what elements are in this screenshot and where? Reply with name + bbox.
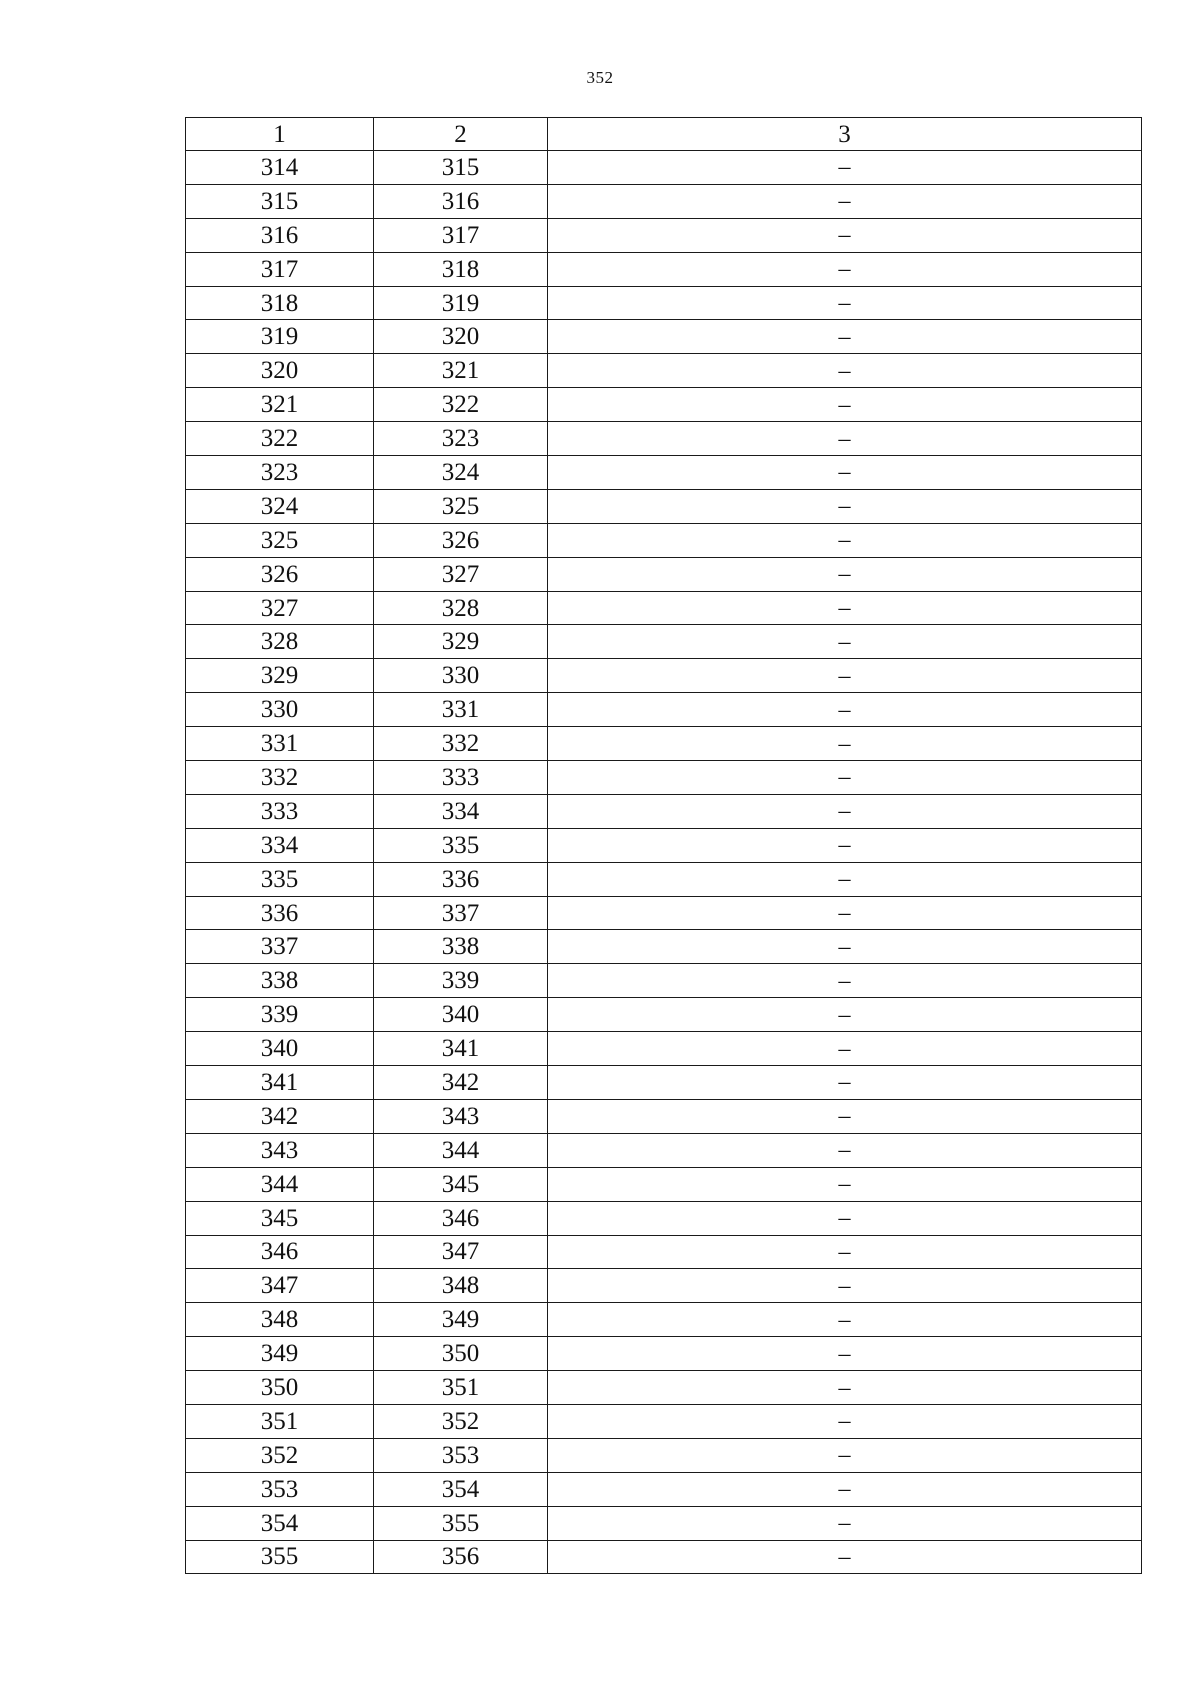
table-cell-col-1: 345 (186, 1201, 374, 1235)
table-cell-col-3: – (548, 557, 1142, 591)
table-cell-col-3: – (548, 727, 1142, 761)
table-cell-col-2: 343 (374, 1099, 548, 1133)
table-cell-col-1: 342 (186, 1099, 374, 1133)
table-cell-col-1: 327 (186, 591, 374, 625)
table-cell-col-3: – (548, 625, 1142, 659)
table-row (186, 761, 1142, 795)
table-row (186, 1472, 1142, 1506)
table-cell-col-3: – (548, 1167, 1142, 1201)
column-header-3: 3 (548, 118, 1142, 151)
table-cell-col-1: 334 (186, 828, 374, 862)
table-row (186, 727, 1142, 761)
table-cell-col-1: 323 (186, 456, 374, 490)
table-row (186, 286, 1142, 320)
table-row (186, 1269, 1142, 1303)
table-cell-col-2: 351 (374, 1371, 548, 1405)
table-cell-col-2: 328 (374, 591, 548, 625)
table-cell-col-1: 346 (186, 1235, 374, 1269)
table-cell-col-2: 320 (374, 320, 548, 354)
table-cell-col-2: 322 (374, 388, 548, 422)
table-cell-col-3: – (548, 1404, 1142, 1438)
table-cell-col-3: – (548, 896, 1142, 930)
table-row (186, 1032, 1142, 1066)
table-cell-col-3: – (548, 1235, 1142, 1269)
table-row (186, 252, 1142, 286)
table-cell-col-2: 334 (374, 794, 548, 828)
table-row (186, 184, 1142, 218)
table-row (186, 422, 1142, 456)
table-cell-col-1: 319 (186, 320, 374, 354)
table-cell-col-2: 315 (374, 151, 548, 185)
table-row (186, 1371, 1142, 1405)
table-cell-col-2: 327 (374, 557, 548, 591)
table-cell-col-3: – (548, 761, 1142, 795)
table-cell-col-1: 338 (186, 964, 374, 998)
table-cell-col-3: – (548, 422, 1142, 456)
table-cell-col-1: 349 (186, 1337, 374, 1371)
table-cell-col-1: 344 (186, 1167, 374, 1201)
table-cell-col-3: – (548, 320, 1142, 354)
table-cell-col-1: 336 (186, 896, 374, 930)
table-cell-col-3: – (548, 1472, 1142, 1506)
table-row (186, 659, 1142, 693)
table-row (186, 794, 1142, 828)
table-cell-col-1: 355 (186, 1540, 374, 1574)
table-cell-col-3: – (548, 1303, 1142, 1337)
table-cell-col-1: 316 (186, 218, 374, 252)
table-cell-col-1: 339 (186, 998, 374, 1032)
table-cell-col-1: 332 (186, 761, 374, 795)
table-cell-col-3: – (548, 1438, 1142, 1472)
table-cell-col-3: – (548, 388, 1142, 422)
table-cell-col-3: – (548, 659, 1142, 693)
table-cell-col-1: 341 (186, 1066, 374, 1100)
table-cell-col-2: 339 (374, 964, 548, 998)
table-cell-col-3: – (548, 964, 1142, 998)
table-cell-col-1: 330 (186, 693, 374, 727)
table-row (186, 1337, 1142, 1371)
table-cell-col-3: – (548, 862, 1142, 896)
table-cell-col-2: 350 (374, 1337, 548, 1371)
table-cell-col-2: 347 (374, 1235, 548, 1269)
table-cell-col-1: 343 (186, 1133, 374, 1167)
table-cell-col-2: 346 (374, 1201, 548, 1235)
table-cell-col-2: 355 (374, 1506, 548, 1540)
table-cell-col-3: – (548, 523, 1142, 557)
table-row (186, 523, 1142, 557)
table-cell-col-1: 352 (186, 1438, 374, 1472)
table-row (186, 1404, 1142, 1438)
column-header-2: 2 (374, 118, 548, 151)
table-cell-col-2: 353 (374, 1438, 548, 1472)
table-cell-col-1: 318 (186, 286, 374, 320)
table-cell-col-1: 320 (186, 354, 374, 388)
table-cell-col-3: – (548, 998, 1142, 1032)
table-row (186, 557, 1142, 591)
table-cell-col-1: 354 (186, 1506, 374, 1540)
table-cell-col-2: 341 (374, 1032, 548, 1066)
table-cell-col-1: 340 (186, 1032, 374, 1066)
table-row (186, 151, 1142, 185)
table-cell-col-1: 350 (186, 1371, 374, 1405)
table-cell-col-2: 319 (374, 286, 548, 320)
table-cell-col-1: 331 (186, 727, 374, 761)
table-row (186, 591, 1142, 625)
table-cell-col-1: 333 (186, 794, 374, 828)
table-row (186, 1540, 1142, 1574)
table-cell-col-3: – (548, 1506, 1142, 1540)
table-row (186, 320, 1142, 354)
table-cell-col-2: 354 (374, 1472, 548, 1506)
table-body (186, 151, 1142, 1574)
table-cell-col-2: 340 (374, 998, 548, 1032)
table-cell-col-1: 325 (186, 523, 374, 557)
column-header-1: 1 (186, 118, 374, 151)
table-cell-col-3: – (548, 1133, 1142, 1167)
table-cell-col-2: 331 (374, 693, 548, 727)
table-cell-col-1: 347 (186, 1269, 374, 1303)
table-cell-col-2: 348 (374, 1269, 548, 1303)
table-cell-col-2: 316 (374, 184, 548, 218)
table-row (186, 489, 1142, 523)
table-cell-col-1: 322 (186, 422, 374, 456)
table-cell-col-3: – (548, 1337, 1142, 1371)
table-row (186, 218, 1142, 252)
table-row (186, 1133, 1142, 1167)
table-row (186, 930, 1142, 964)
table-cell-col-2: 323 (374, 422, 548, 456)
table-header (186, 118, 1142, 151)
header-row (186, 118, 1142, 151)
table-row (186, 693, 1142, 727)
table-row (186, 456, 1142, 490)
table-cell-col-1: 321 (186, 388, 374, 422)
table-cell-col-3: – (548, 693, 1142, 727)
data-table-container (185, 117, 1142, 1574)
table-cell-col-3: – (548, 930, 1142, 964)
table-cell-col-1: 348 (186, 1303, 374, 1337)
table-cell-col-2: 356 (374, 1540, 548, 1574)
table-cell-col-3: – (548, 1032, 1142, 1066)
table-cell-col-3: – (548, 489, 1142, 523)
table-cell-col-1: 324 (186, 489, 374, 523)
table-cell-col-1: 317 (186, 252, 374, 286)
table-cell-col-3: – (548, 184, 1142, 218)
table-cell-col-3: – (548, 1201, 1142, 1235)
table-row (186, 1235, 1142, 1269)
table-cell-col-3: – (548, 1540, 1142, 1574)
table-cell-col-2: 336 (374, 862, 548, 896)
table-cell-col-1: 329 (186, 659, 374, 693)
table-cell-col-3: – (548, 354, 1142, 388)
table-row (186, 625, 1142, 659)
table-cell-col-3: – (548, 794, 1142, 828)
table-cell-col-2: 345 (374, 1167, 548, 1201)
table-cell-col-1: 315 (186, 184, 374, 218)
table-cell-col-2: 349 (374, 1303, 548, 1337)
table-cell-col-2: 332 (374, 727, 548, 761)
table-row (186, 1506, 1142, 1540)
table-cell-col-2: 325 (374, 489, 548, 523)
table-row (186, 1303, 1142, 1337)
table-cell-col-2: 338 (374, 930, 548, 964)
table-cell-col-3: – (548, 218, 1142, 252)
table-cell-col-3: – (548, 1371, 1142, 1405)
table-row (186, 828, 1142, 862)
table-row (186, 388, 1142, 422)
table-cell-col-1: 335 (186, 862, 374, 896)
table-row (186, 964, 1142, 998)
table-cell-col-2: 326 (374, 523, 548, 557)
table-cell-col-3: – (548, 456, 1142, 490)
table-row (186, 998, 1142, 1032)
table-row (186, 1099, 1142, 1133)
table-cell-col-2: 342 (374, 1066, 548, 1100)
table-cell-col-1: 353 (186, 1472, 374, 1506)
table-row (186, 1201, 1142, 1235)
table-cell-col-1: 337 (186, 930, 374, 964)
table-cell-col-3: – (548, 591, 1142, 625)
table-cell-col-1: 326 (186, 557, 374, 591)
table-cell-col-3: – (548, 1099, 1142, 1133)
table-cell-col-3: – (548, 1066, 1142, 1100)
table-row (186, 862, 1142, 896)
table-cell-col-2: 335 (374, 828, 548, 862)
table-row (186, 896, 1142, 930)
table-row (186, 1167, 1142, 1201)
table-cell-col-2: 352 (374, 1404, 548, 1438)
table-cell-col-3: – (548, 286, 1142, 320)
table-cell-col-3: – (548, 252, 1142, 286)
table-cell-col-2: 318 (374, 252, 548, 286)
table-row (186, 1066, 1142, 1100)
data-table (185, 117, 1142, 1574)
table-cell-col-1: 351 (186, 1404, 374, 1438)
table-cell-col-2: 330 (374, 659, 548, 693)
table-cell-col-1: 314 (186, 151, 374, 185)
table-cell-col-3: – (548, 828, 1142, 862)
table-cell-col-2: 317 (374, 218, 548, 252)
table-cell-col-2: 337 (374, 896, 548, 930)
table-row (186, 354, 1142, 388)
table-row (186, 1438, 1142, 1472)
table-cell-col-2: 324 (374, 456, 548, 490)
table-cell-col-2: 321 (374, 354, 548, 388)
table-cell-col-3: – (548, 151, 1142, 185)
table-cell-col-2: 333 (374, 761, 548, 795)
page-number: 352 (586, 68, 614, 87)
table-cell-col-2: 344 (374, 1133, 548, 1167)
table-cell-col-1: 328 (186, 625, 374, 659)
table-cell-col-3: – (548, 1269, 1142, 1303)
table-cell-col-2: 329 (374, 625, 548, 659)
